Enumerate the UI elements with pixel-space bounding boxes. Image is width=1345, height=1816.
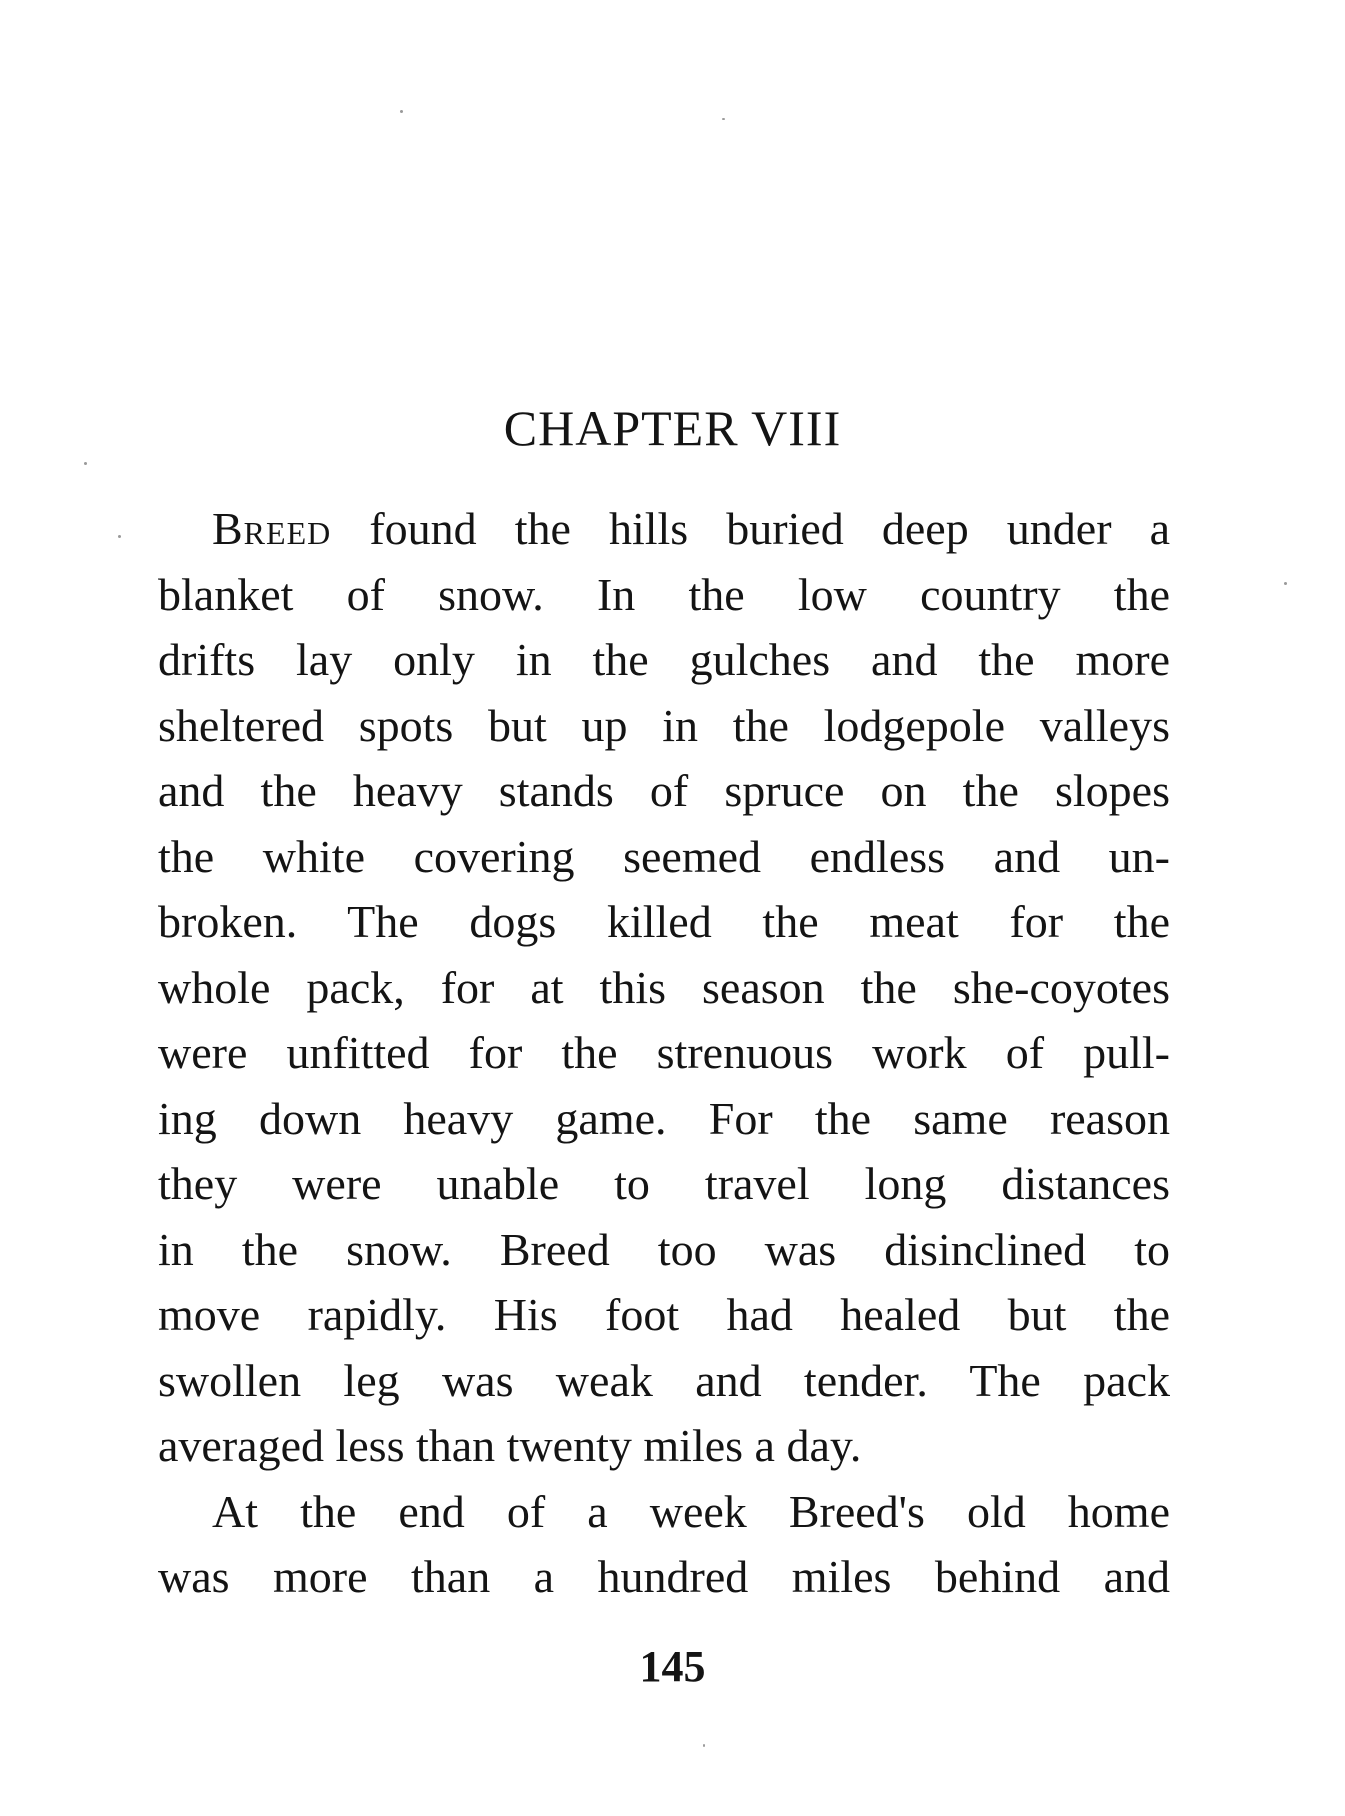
text-line: broken. The dogs killed the meat for the <box>158 896 1170 947</box>
text-line: drifts lay only in the gulches and the more <box>158 634 1170 685</box>
text-line: and the heavy stands of spruce on the slopes <box>158 765 1170 816</box>
text-line: were unfitted for the strenuous work of pull- <box>158 1027 1170 1078</box>
page-number: 145 <box>639 1642 706 1691</box>
text-line: At the end of a week Breed's old home <box>212 1485 1170 1537</box>
body-text <box>158 496 1170 1610</box>
text-line: ing down heavy game. For the same reason <box>158 1092 1170 1144</box>
paragraph <box>158 1479 1170 1610</box>
text-line: whole pack, for at this season the she-coyotes <box>158 961 1170 1013</box>
text-line: sheltered spots but up in the lodgepole valleys <box>158 699 1170 751</box>
scan-speck <box>84 462 87 465</box>
text-line: Breed found the hills buried deep under a <box>212 503 1171 554</box>
scan-speck <box>722 118 725 120</box>
text-line: they were unable to travel long distances <box>158 1158 1170 1209</box>
paragraph <box>158 496 1170 1479</box>
scan-speck <box>400 110 403 113</box>
text-line: in the snow. Breed too was disinclined to <box>158 1223 1170 1275</box>
text-line: averaged less than twenty miles a day. <box>158 1420 862 1471</box>
chapter-heading: CHAPTER VIII <box>503 400 842 456</box>
text-line: the white covering seemed endless and un- <box>158 830 1170 882</box>
scan-speck <box>703 1744 705 1747</box>
scan-speck <box>118 535 121 538</box>
text-line: move rapidly. His foot had healed but the <box>158 1289 1170 1340</box>
text-line: was more than a hundred miles behind and <box>158 1551 1170 1602</box>
text-line: swollen leg was weak and tender. The pack <box>158 1354 1170 1406</box>
text-line: blanket of snow. In the low country the <box>158 568 1170 620</box>
lead-word: Breed <box>212 503 332 554</box>
scan-speck <box>1284 582 1287 585</box>
